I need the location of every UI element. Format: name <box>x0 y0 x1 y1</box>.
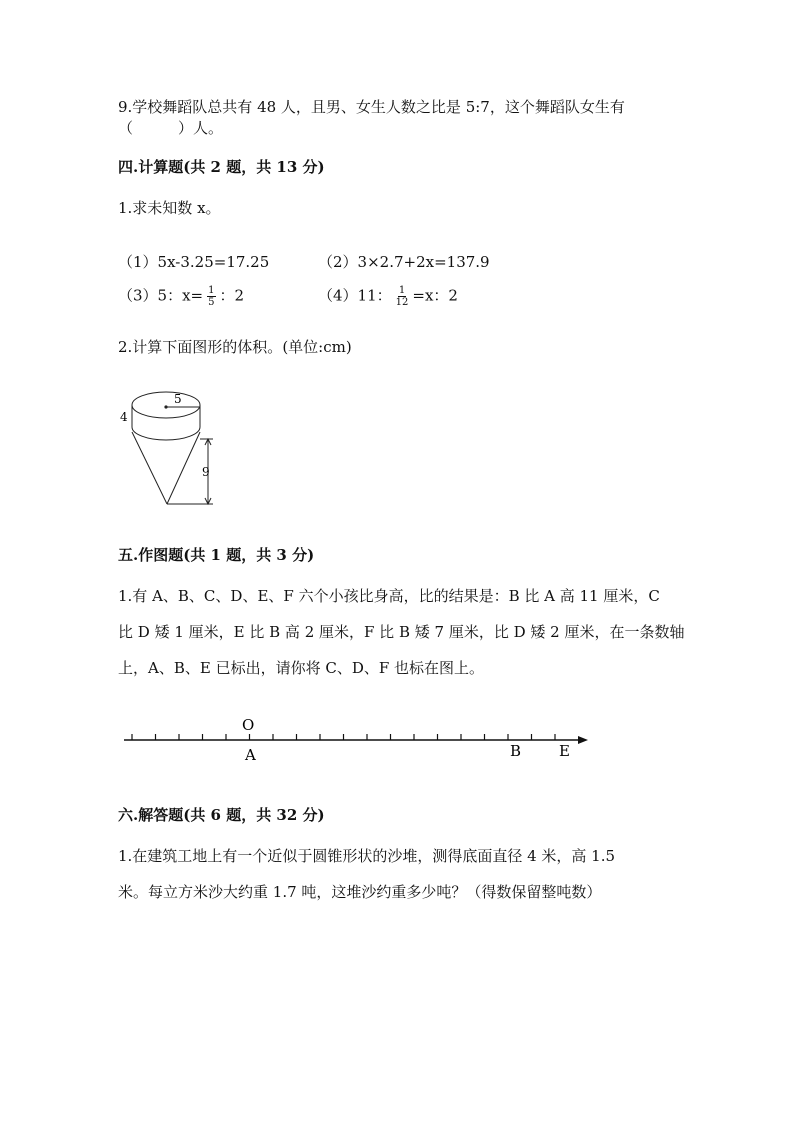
origin-label: O <box>242 716 255 734</box>
equation-4-prefix: （4）11： <box>318 286 392 305</box>
cylinder-bottom-arc <box>132 427 200 440</box>
cone-left-edge <box>132 432 167 504</box>
fraction-numerator: 1 <box>208 285 215 296</box>
equation-4 <box>318 285 458 308</box>
fraction-denominator: 5 <box>208 297 215 308</box>
equation-3-prefix: （3）5：x= <box>118 286 204 305</box>
height-label: 4 <box>120 410 128 424</box>
fraction-one-twelfth <box>396 285 409 308</box>
equation-1: （1）5x-3.25=17.25 <box>118 253 270 271</box>
q9-line1: 9.学校舞蹈队总共有 48 人，且男、女生人数之比是 5:7，这个舞蹈队女生有 <box>118 98 625 116</box>
radius-label: 5 <box>174 392 182 406</box>
q9-line2: （ ）人。 <box>118 119 224 137</box>
fraction-numerator: 1 <box>398 285 406 296</box>
point-a-label: A <box>245 746 256 764</box>
cylinder-top-ellipse <box>132 392 200 418</box>
section5-q1-line1: 1.有 A、B、C、D、E、F 六个小孩比身高，比的结果是：B 比 A 高 11 厘米，C <box>118 587 660 605</box>
number-line <box>118 712 598 772</box>
cylinder-cone-figure <box>110 385 250 510</box>
section4-q1-title: 1.求未知数 x。 <box>118 199 221 217</box>
section5-q1-line2: 比 D 矮 1 厘米，E 比 B 高 2 厘米，F 比 B 矮 7 厘米，比 D 矮 2 厘米，在一条数轴 <box>118 623 685 641</box>
section5-title: 五.作图题(共 1 题，共 3 分) <box>118 546 315 564</box>
cone-right-edge <box>167 432 200 504</box>
point-b-label: B <box>510 742 522 760</box>
fraction-denominator: 12 <box>395 297 409 308</box>
equation-2: （2）3×2.7+2x=137.9 <box>318 253 490 271</box>
equation-3 <box>118 285 244 308</box>
section5-q1-line3: 上，A、B、E 已标出，请你将 C、D、F 也标在图上。 <box>118 659 485 677</box>
point-e-label: E <box>559 742 570 760</box>
section6-q1-line2: 米。每立方米沙大约重 1.7 吨，这堆沙约重多少吨？（得数保留整吨数） <box>118 883 602 901</box>
section6-q1-line1: 1.在建筑工地上有一个近似于圆锥形状的沙堆，测得底面直径 4 米，高 1.5 <box>118 847 616 865</box>
section4-q2-title: 2.计算下面图形的体积。(单位:cm) <box>118 338 352 356</box>
cone-height-label: 9 <box>202 465 210 479</box>
section6-title: 六.解答题(共 6 题，共 32 分) <box>118 806 325 824</box>
number-line-arrow <box>578 736 588 744</box>
fraction-one-fifth <box>207 285 215 308</box>
equation-3-suffix: ：2 <box>219 286 245 305</box>
section4-title: 四.计算题(共 2 题，共 13 分) <box>118 158 325 176</box>
number-line-ticks <box>132 734 555 740</box>
equation-4-suffix: =x：2 <box>412 286 458 305</box>
